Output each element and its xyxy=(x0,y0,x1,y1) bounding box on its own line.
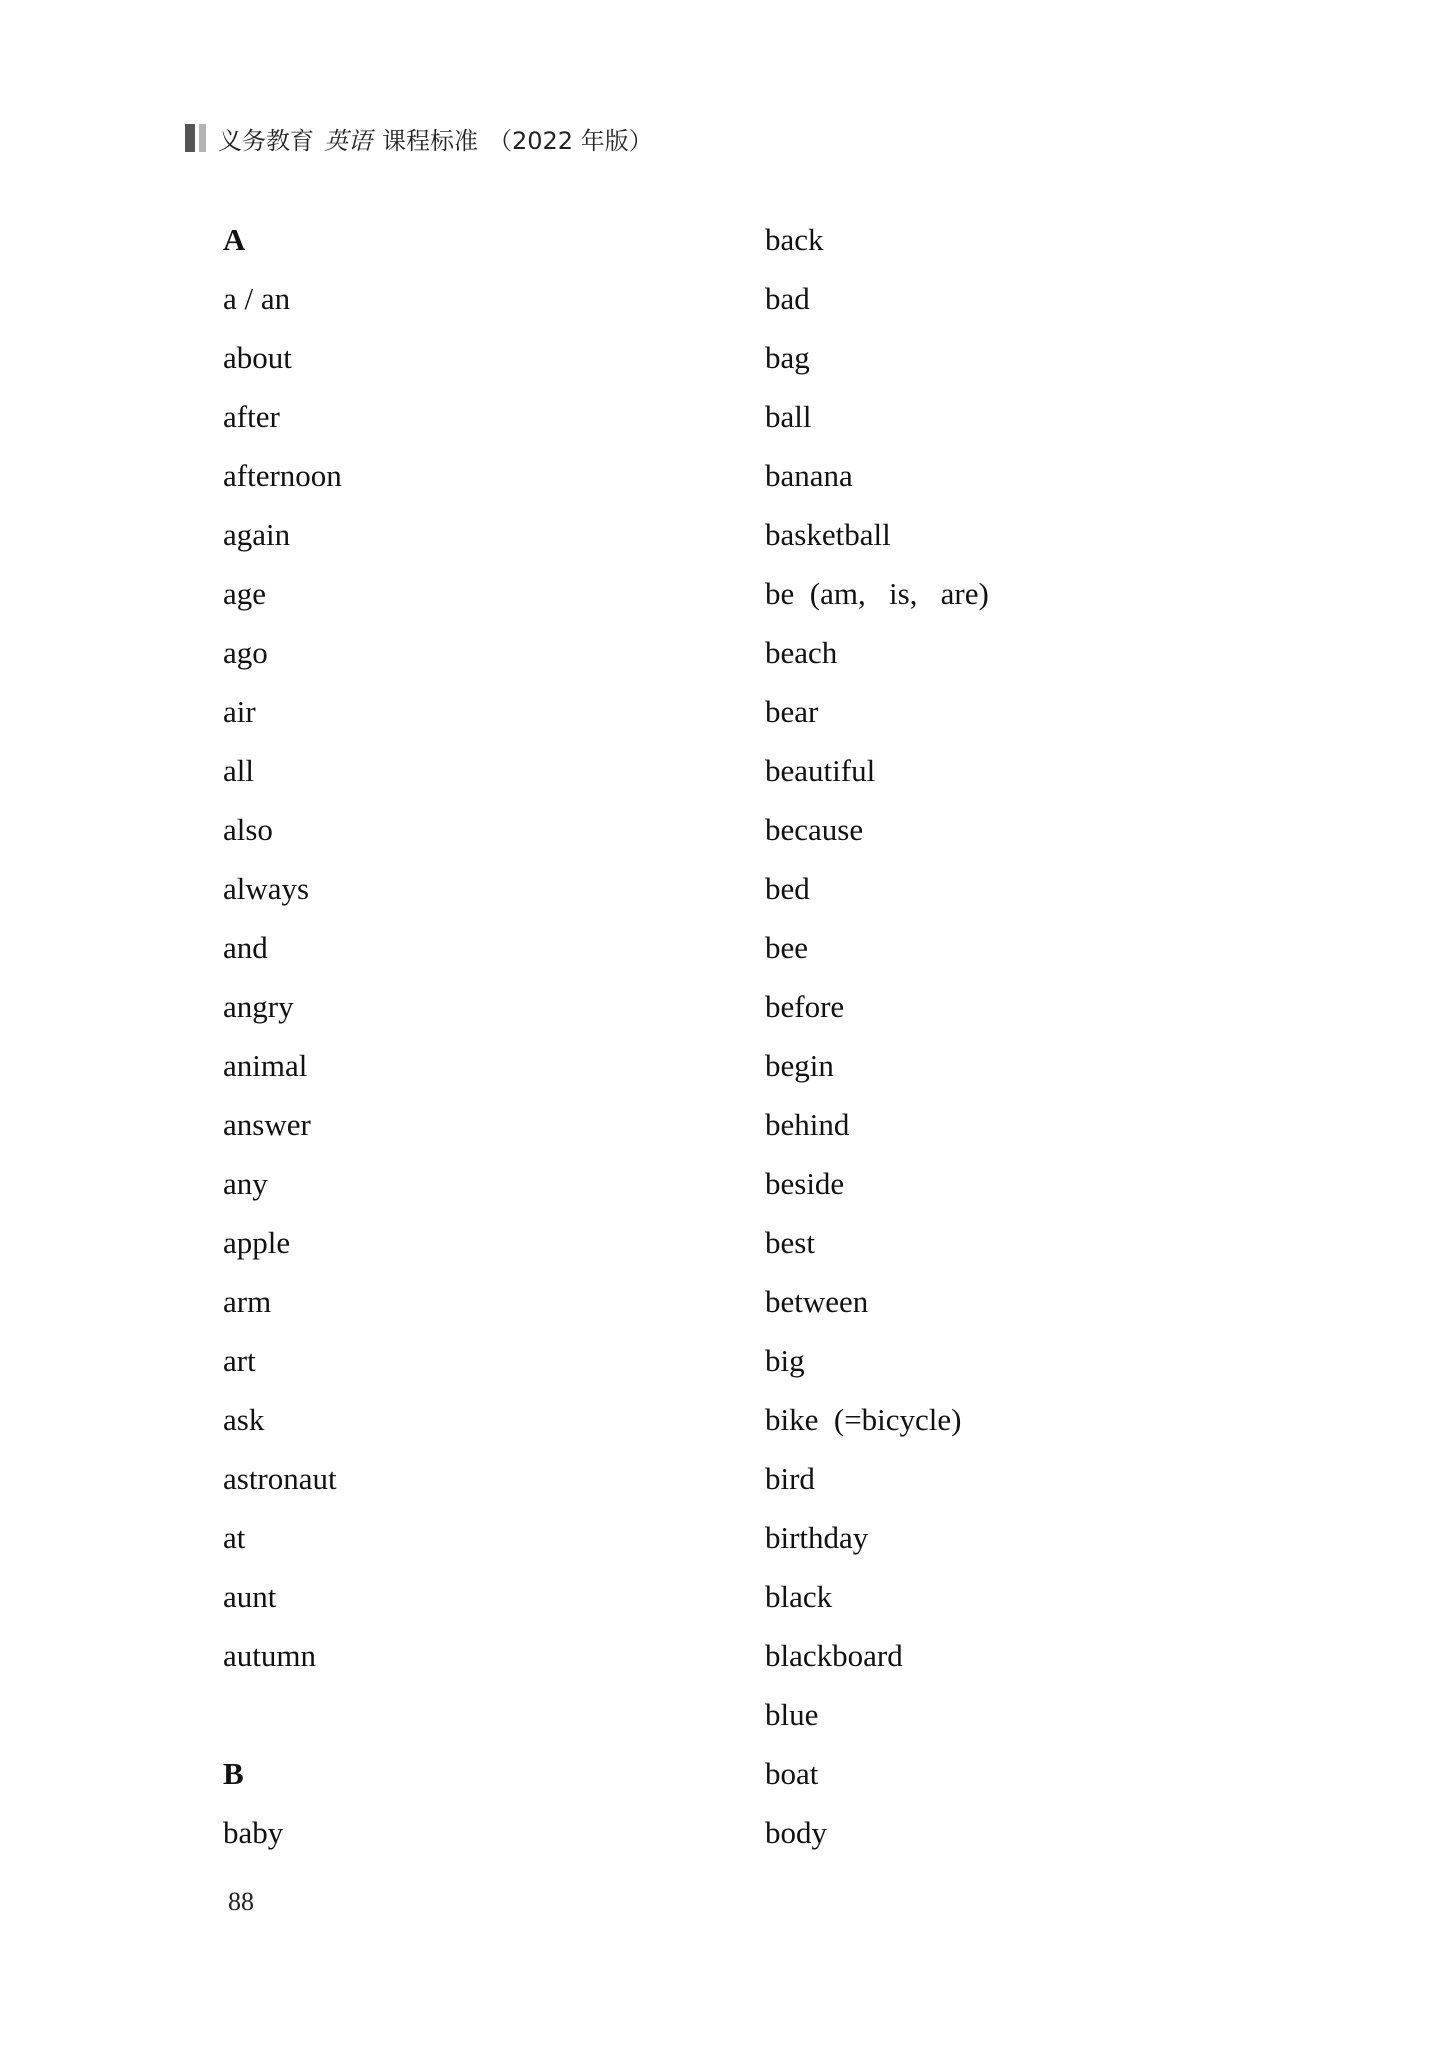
vocabulary-entry: all xyxy=(223,753,254,788)
vocabulary-entry: beach xyxy=(765,635,838,670)
vocabulary-entry: bike (=bicycle) xyxy=(765,1402,962,1437)
vocabulary-entry: behind xyxy=(765,1107,850,1142)
vocabulary-entry: because xyxy=(765,812,864,847)
vocabulary-entry: any xyxy=(223,1166,268,1201)
vocabulary-entry: a / an xyxy=(223,281,291,316)
vocabulary-entry: age xyxy=(223,576,267,611)
vocabulary-entry: baby xyxy=(223,1815,284,1850)
vocabulary-entry: bed xyxy=(765,871,810,906)
vocabulary-entry: aunt xyxy=(223,1579,277,1614)
vocabulary-entry: body xyxy=(765,1815,827,1850)
vocabulary-entry: afternoon xyxy=(223,458,342,493)
vocabulary-entry: astronaut xyxy=(223,1461,337,1496)
vocabulary-entry: banana xyxy=(765,458,853,493)
spacer xyxy=(223,1695,342,1754)
vocabulary-entry: beautiful xyxy=(765,753,876,788)
vocabulary-entry: arm xyxy=(223,1284,272,1319)
header-subject: 英语 xyxy=(324,126,372,155)
vocabulary-entry: blue xyxy=(765,1697,819,1732)
vocabulary-entry: birthday xyxy=(765,1520,869,1555)
vocabulary-entry: after xyxy=(223,399,280,434)
vocabulary-entry: apple xyxy=(223,1225,291,1260)
vocabulary-entry: again xyxy=(223,517,291,552)
section-letter-heading: B xyxy=(223,1756,244,1791)
vocabulary-entry: angry xyxy=(223,989,294,1024)
vocabulary-entry: boat xyxy=(765,1756,819,1791)
vocabulary-entry: at xyxy=(223,1520,246,1555)
vocabulary-column-right xyxy=(765,220,989,1872)
running-header xyxy=(185,121,653,155)
header-title-part1: 义务教育 xyxy=(218,126,314,155)
header-marker-icon xyxy=(185,124,206,152)
vocabulary-entry: art xyxy=(223,1343,256,1378)
vocabulary-entry: black xyxy=(765,1579,833,1614)
vocabulary-entry: autumn xyxy=(223,1638,316,1673)
vocabulary-entry: ago xyxy=(223,635,268,670)
header-title xyxy=(218,121,653,156)
vocabulary-entry: bird xyxy=(765,1461,815,1496)
vocabulary-entry: be (am, is, are) xyxy=(765,576,989,611)
vocabulary-entry: begin xyxy=(765,1048,834,1083)
vocabulary-entry: air xyxy=(223,694,256,729)
vocabulary-entry: big xyxy=(765,1343,805,1378)
header-title-part2: 课程标准 xyxy=(382,126,478,155)
vocabulary-entry: beside xyxy=(765,1166,845,1201)
vocabulary-entry: best xyxy=(765,1225,815,1260)
vocabulary-entry: bag xyxy=(765,340,810,375)
vocabulary-entry: answer xyxy=(223,1107,311,1142)
vocabulary-entry: back xyxy=(765,222,824,257)
vocabulary-entry: about xyxy=(223,340,292,375)
header-edition: （2022 年版） xyxy=(488,126,653,155)
vocabulary-entry: ball xyxy=(765,399,812,434)
vocabulary-entry: before xyxy=(765,989,845,1024)
vocabulary-entry: bee xyxy=(765,930,809,965)
section-letter-heading: A xyxy=(223,222,246,257)
vocabulary-entry: bear xyxy=(765,694,819,729)
vocabulary-entry: and xyxy=(223,930,268,965)
vocabulary-entry: basketball xyxy=(765,517,891,552)
vocabulary-entry: between xyxy=(765,1284,869,1319)
vocabulary-column-left xyxy=(223,220,342,1872)
vocabulary-entry: always xyxy=(223,871,310,906)
page-number: 88 xyxy=(228,1887,254,1916)
vocabulary-entry: blackboard xyxy=(765,1638,903,1673)
vocabulary-entry: animal xyxy=(223,1048,308,1083)
vocabulary-entry: bad xyxy=(765,281,810,316)
vocabulary-entry: ask xyxy=(223,1402,265,1437)
vocabulary-entry: also xyxy=(223,812,273,847)
